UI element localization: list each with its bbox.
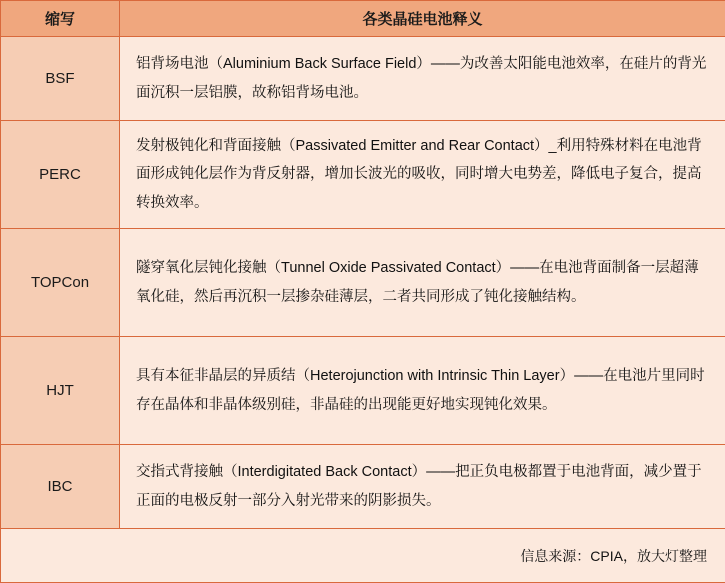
- source-attribution: 信息来源：CPIA，放大灯整理: [1, 529, 725, 583]
- table-row: [1, 445, 725, 529]
- cell-abbreviation-hjt: HJT: [1, 337, 120, 445]
- column-header-abbreviation: 缩写: [1, 1, 120, 37]
- cell-description-hjt: 具有本征非晶层的异质结（Heterojunction with Intrinsic Thin Layer）——在电池片里同时存在晶体和非晶体级别硅，非晶硅的出现能更好地实现钝化效果。: [120, 337, 725, 445]
- cell-description-bsf: 铝背场电池（Aluminium Back Surface Field）——为改善太阳能电池效率，在硅片的背光面沉积一层铝膜，故称铝背场电池。: [120, 37, 725, 121]
- table-footer: [1, 529, 725, 583]
- column-header-description: 各类晶硅电池释义: [120, 1, 725, 37]
- table-header-row: [1, 1, 725, 37]
- table-row: [1, 37, 725, 121]
- table-row: [1, 337, 725, 445]
- cell-abbreviation-topcon: TOPCon: [1, 229, 120, 337]
- table-header: [1, 1, 725, 37]
- cell-abbreviation-perc: PERC: [1, 121, 120, 229]
- cell-description-topcon: 隧穿氧化层钝化接触（Tunnel Oxide Passivated Contact）——在电池背面制备一层超薄氧化硅，然后再沉积一层掺杂硅薄层，二者共同形成了钝化接触结构。: [120, 229, 725, 337]
- table-row: [1, 229, 725, 337]
- cell-abbreviation-ibc: IBC: [1, 445, 120, 529]
- cell-description-ibc: 交指式背接触（Interdigitated Back Contact）——把正负电极都置于电池背面，减少置于正面的电极反射一部分入射光带来的阴影损失。: [120, 445, 725, 529]
- table-footer-row: [1, 529, 725, 583]
- cell-description-perc: 发射极钝化和背面接触（Passivated Emitter and Rear Contact）_利用特殊材料在电池背面形成钝化层作为背反射器，增加长波光的吸收，同时增大电势差，降低电子复合，提高转换效率。: [120, 121, 725, 229]
- table-row: [1, 121, 725, 229]
- table-body: [1, 37, 725, 529]
- cell-abbreviation-bsf: BSF: [1, 37, 120, 121]
